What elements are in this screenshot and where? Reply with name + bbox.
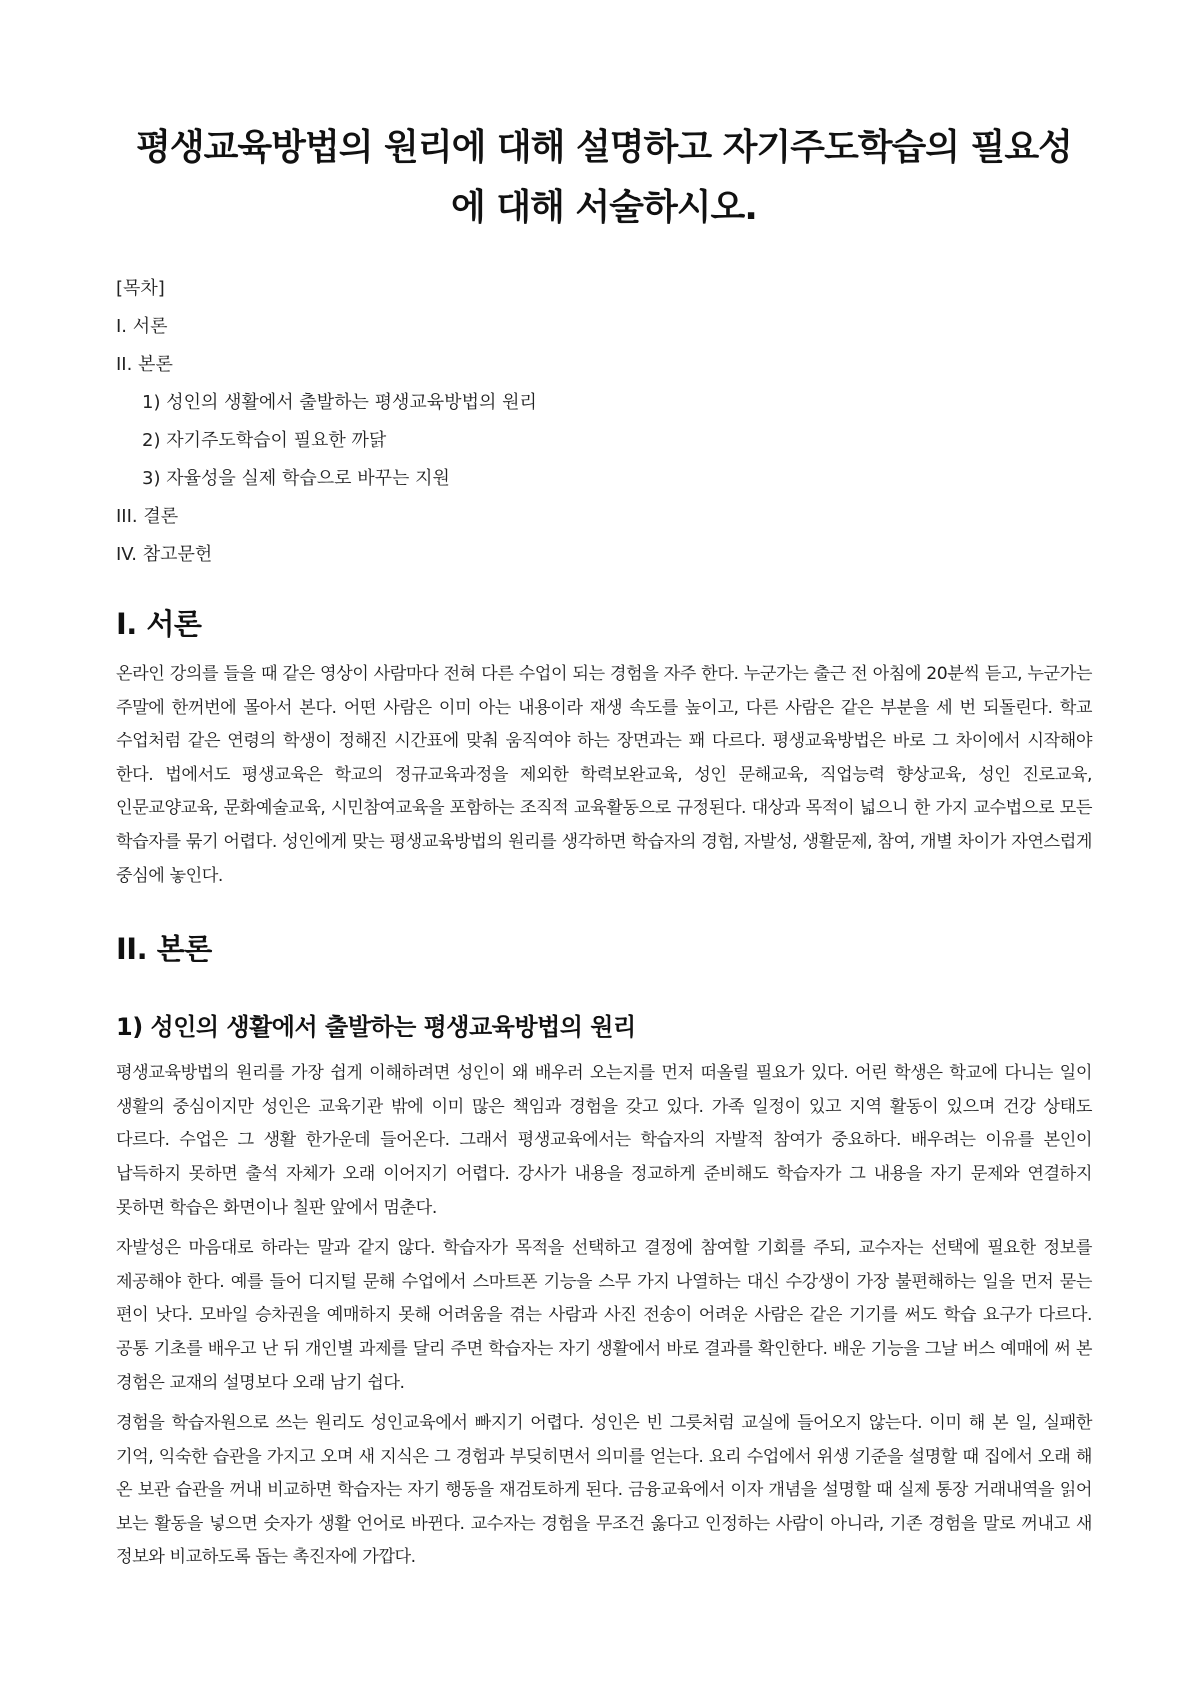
toc-subitem-2: 2) 자기주도학습이 필요한 까닭 <box>142 430 387 451</box>
body-paragraph-3: 경험을 학습자원으로 쓰는 원리도 성인교육에서 빠지기 어렵다. 성인은 빈 그릇처럼 교실에 들어오지 않는다. 이미 해 본 일, 실패한 기억, 익숙한 습관을 가지고 오며 새 지식은 그 경험과 부딪히면서 의미를 얻는다. 요리 수업에서 위생 기준을 설명할 때 집에서 오래 해 온 보관 습관을 꺼내 비교하면 학습자는 자기 행동을 재검토하게 된다. 금융교육에서 이자 개념을 설명할 때 실제 통장 거래내역을 읽어 보는 활동을 넣으면 숫자가 생활 언어로 바뀐다. 교수자는 경험을 무조건 옳다고 인정하는 사람이 아니라, 기존 경험을 말로 꺼내고 새 정보와 비교하도록 돕는 촉진자에 가깝다. <box>116 1413 1092 1568</box>
table-of-contents <box>116 270 1092 574</box>
intro-paragraph: 온라인 강의를 들을 때 같은 영상이 사람마다 전혀 다른 수업이 되는 경험을 자주 한다. 누군가는 출근 전 아침에 20분씩 듣고, 누군가는 주말에 한꺼번에 몰아서 본다. 어떤 사람은 이미 아는 내용이라 재생 속도를 높이고, 다른 사람은 같은 부분을 세 번 되돌린다. 학교 수업처럼 같은 연령의 학생이 정해진 시간표에 맞춰 움직여야 하는 장면과는 꽤 다르다. 평생교육방법은 바로 그 차이에서 시작해야 한다. 법에서도 평생교육은 학교의 정규교육과정을 제외한 학력보완교육, 성인 문해교육, 직업능력 향상교육, 성인 진로교육, 인문교양교육, 문화예술교육, 시민참여교육을 포함하는 조직적 교육활동으로 규정된다. 대상과 목적이 넓으니 한 가지 교수법으로 모든 학습자를 묶기 어렵다. 성인에게 맞는 평생교육방법의 원리를 생각하면 학습자의 경험, 자발성, 생활문제, 참여, 개별 차이가 자연스럽게 중심에 놓인다. <box>116 664 1092 886</box>
toc-subitem-3: 3) 자율성을 실제 학습으로 바꾸는 지원 <box>142 468 450 489</box>
toc-subitem-1: 1) 성인의 생활에서 출발하는 평생교육방법의 원리 <box>142 392 537 413</box>
toc-item-references: IV. 참고문헌 <box>116 544 213 565</box>
document-title-line-1: 평생교육방법의 원리에 대해 설명하고 자기주도학습의 필요성 <box>136 127 1072 168</box>
toc-item-conclusion: III. 결론 <box>116 506 179 527</box>
subsection-heading-1: 1) 성인의 생활에서 출발하는 평생교육방법의 원리 <box>116 1013 636 1042</box>
body-paragraph-1: 평생교육방법의 원리를 가장 쉽게 이해하려면 성인이 왜 배우러 오는지를 먼저 떠올릴 필요가 있다. 어린 학생은 학교에 다니는 일이 생활의 중심이지만 성인은 교육기관 밖에 이미 많은 책임과 경험을 갖고 있다. 가족 일정이 있고 지역 활동이 있으며 건강 상태도 다르다. 수업은 그 생활 한가운데 들어온다. 그래서 평생교육에서는 학습자의 자발적 참여가 중요하다. 배우려는 이유를 본인이 납득하지 못하면 출석 자체가 오래 이어지기 어렵다. 강사가 내용을 정교하게 준비해도 학습자가 그 내용을 자기 문제와 연결하지 못하면 학습은 화면이나 칠판 앞에서 멈춘다. <box>116 1063 1092 1218</box>
toc-item-body: II. 본론 <box>116 354 173 375</box>
body-paragraph-2: 자발성은 마음대로 하라는 말과 같지 않다. 학습자가 목적을 선택하고 결정에 참여할 기회를 주되, 교수자는 선택에 필요한 정보를 제공해야 한다. 예를 들어 디지털 문해 수업에서 스마트폰 기능을 스무 가지 나열하는 대신 수강생이 가장 불편해하는 일을 먼저 묻는 편이 낫다. 모바일 승차권을 예매하지 못해 어려움을 겪는 사람과 사진 전송이 어려운 사람은 같은 기기를 써도 학습 요구가 다르다. 공통 기초를 배우고 난 뒤 개인별 과제를 달리 주면 학습자는 자기 생활에서 바로 결과를 확인한다. 배운 기능을 그날 버스 예매에 써 본 경험은 교재의 설명보다 오래 남기 쉽다. <box>116 1238 1092 1393</box>
document-title-line-2: 에 대해 서술하시오. <box>451 187 757 228</box>
toc-heading: [목차] <box>116 278 165 299</box>
section-heading-intro: I. 서론 <box>116 607 202 641</box>
section-heading-body: II. 본론 <box>116 932 212 967</box>
document-title <box>116 118 1092 238</box>
toc-item-intro: I. 서론 <box>116 316 168 337</box>
